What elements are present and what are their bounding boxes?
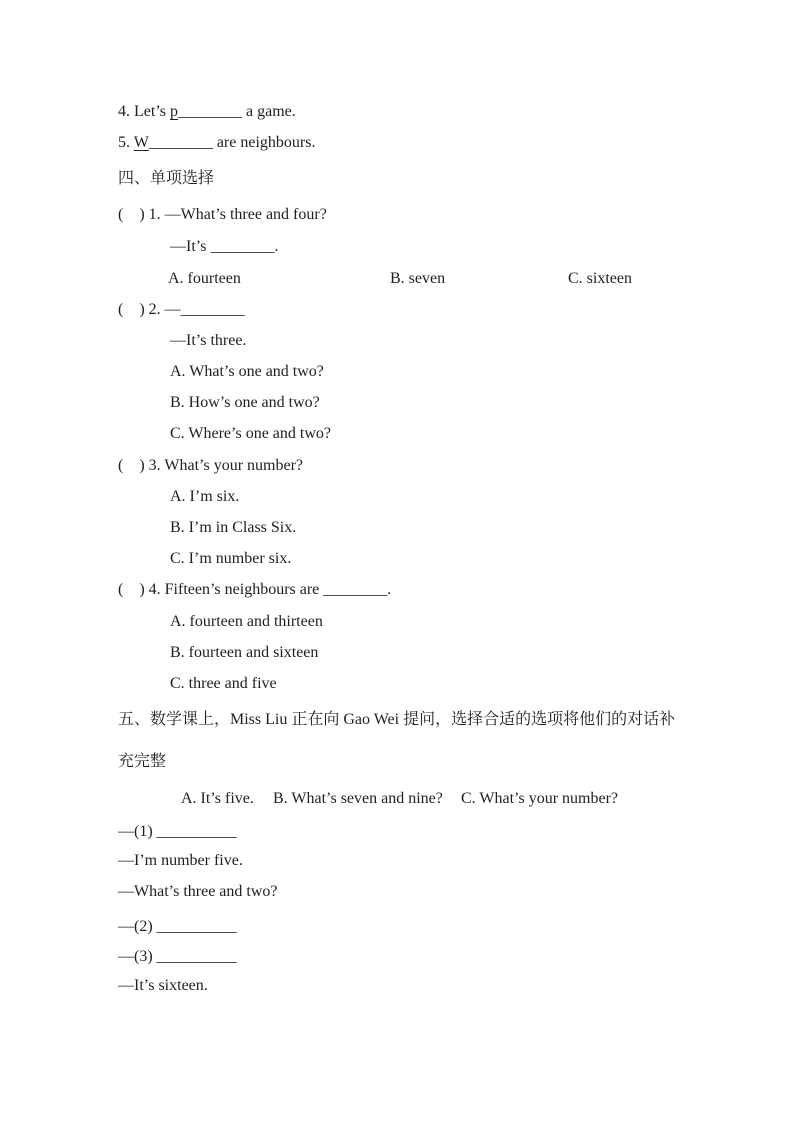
dialog-line-4: —(2) __________: [118, 918, 237, 935]
fill-item-5-letter: W: [133, 134, 149, 151]
q4-option-c: C. three and five: [170, 675, 277, 692]
fill-item-4-letter: p: [170, 103, 178, 120]
q3-option-c: C. I’m number six.: [170, 550, 292, 567]
q1-stem: ( ) 1. —What’s three and four?: [118, 206, 327, 223]
fill-item-4-number: 4.: [118, 103, 134, 120]
fill-item-5: [118, 132, 315, 154]
q1-reply: —It’s ________.: [170, 238, 279, 255]
fill-item-4-before: Let’s: [134, 103, 170, 120]
q3-stem: ( ) 3. What’s your number?: [118, 457, 303, 474]
section5-heading-line1: 五、数学课上，Miss Liu 正在向 Gao Wei 提问，选择合适的选项将他们的对话补: [118, 711, 676, 728]
q2-option-c: C. Where’s one and two?: [170, 425, 331, 442]
q2-option-a: A. What’s one and two?: [170, 363, 324, 380]
section5-heading-line2: 充完整: [118, 753, 167, 770]
q4-option-a: A. fourteen and thirteen: [170, 613, 323, 630]
q3-option-b: B. I’m in Class Six.: [170, 519, 297, 536]
dialog-line-5: —(3) __________: [118, 948, 237, 965]
q1-option-a: A. fourteen: [168, 270, 241, 287]
dialog-line-6: —It’s sixteen.: [118, 977, 208, 994]
q1-options-row: [168, 268, 632, 290]
section5-option-c: C. What’s your number?: [461, 790, 619, 807]
q2-option-b: B. How’s one and two?: [170, 394, 320, 411]
fill-item-5-number: 5.: [118, 134, 134, 151]
q1-option-b: B. seven: [390, 270, 446, 287]
dialog-line-2: —I’m number five.: [118, 852, 243, 869]
q3-option-a: A. I’m six.: [170, 488, 240, 505]
fill-item-4-blank: ________: [178, 103, 242, 120]
q4-stem: ( ) 4. Fifteen’s neighbours are ________.: [118, 581, 392, 598]
section5-option-b: B. What’s seven and nine?: [273, 790, 443, 807]
section5-options-row: [181, 788, 618, 810]
section4-heading: 四、单项选择: [118, 170, 215, 187]
q4-option-b: B. fourteen and sixteen: [170, 644, 319, 661]
fill-item-4: [118, 101, 296, 123]
dialog-line-1: —(1) __________: [118, 823, 237, 840]
fill-item-5-blank: ________: [148, 134, 213, 151]
q1-option-c: C. sixteen: [568, 270, 632, 287]
q2-reply: —It’s three.: [170, 332, 247, 349]
section5-option-a: A. It’s five.: [181, 790, 254, 807]
dialog-line-3: —What’s three and two?: [118, 883, 278, 900]
fill-item-4-after: a game.: [242, 103, 296, 120]
q2-stem: ( ) 2. —________: [118, 301, 245, 318]
fill-item-5-after: are neighbours.: [212, 134, 316, 151]
